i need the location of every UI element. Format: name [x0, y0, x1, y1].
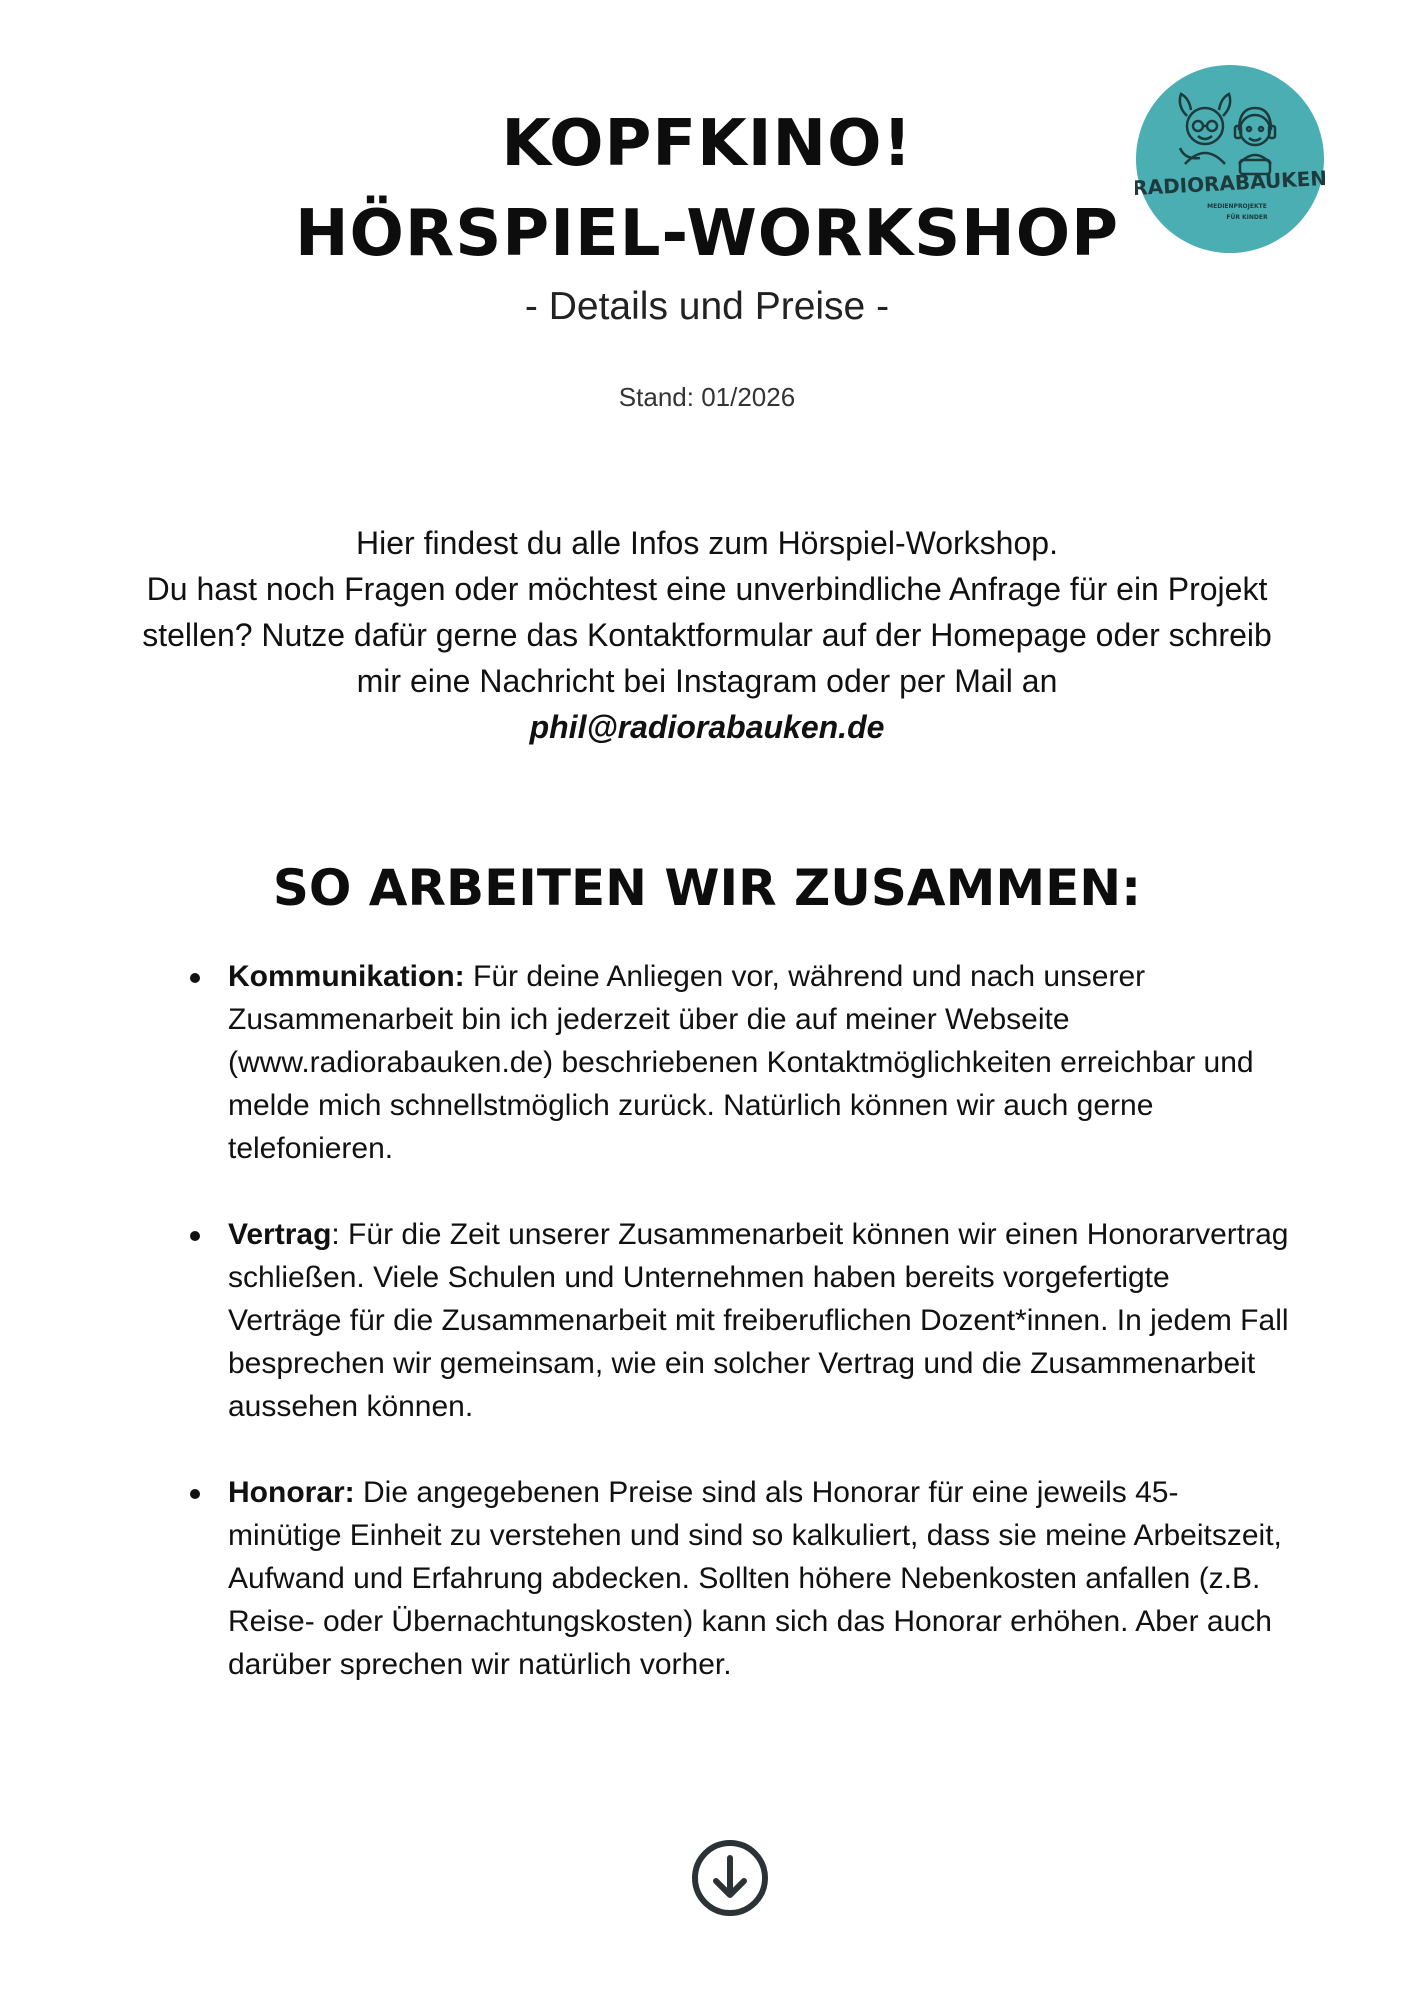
logo-tagline-line-2: FÜR KINDER: [1226, 214, 1268, 221]
bullet-icon: [190, 1231, 200, 1241]
list-item-label: Vertrag: [228, 1218, 332, 1251]
list-item-honorar: [190, 1471, 1290, 1686]
intro-text: [120, 520, 1294, 750]
collaboration-list: [190, 955, 1290, 1729]
section-heading: SO ARBEITEN WIR ZUSAMMEN:: [272, 859, 1142, 917]
list-item-kommunikation: [190, 955, 1290, 1170]
radiorabauken-logo: [1135, 64, 1325, 254]
list-item-label: Honorar:: [228, 1476, 355, 1509]
list-item-text: Die angegebenen Preise sind als Honorar für eine jeweils 45-minütige Einheit zu verstehen und sind so kalkuliert, dass sie meine Arbeitszeit, Aufwand und Erfahrung abdecken. Sollten höhere Nebenkosten anfallen (z.B. Reise- oder Übernachtungskosten) kann sich das Honorar erhöhen. Aber auch darüber sprechen wir natürlich vorher.: [228, 1476, 1282, 1681]
logo-brand-text: RADIORABAUKEN: [1135, 165, 1325, 201]
page-subtitle: - Details und Preise -: [524, 285, 890, 328]
arrow-down-circle-icon[interactable]: [690, 1838, 770, 1918]
list-item-text: Für deine Anliegen vor, während und nach unserer Zusammenarbeit bin ich jederzeit über die auf meiner Webseite (www.radiorabauken.de) beschriebenen Kontaktmöglichkeiten erreichbar und melde mich schnellstmöglich zurück. Natürlich können wir auch gerne telefonieren.: [228, 960, 1254, 1165]
bullet-icon: [190, 973, 200, 983]
page-title-line-1: KOPFKINO!: [501, 107, 913, 181]
contact-email-link[interactable]: phil@radiorabauken.de: [529, 709, 885, 745]
intro-line-2: Du hast noch Fragen oder möchtest eine unverbindliche Anfrage für ein Projekt stellen? Nutze dafür gerne das Kontaktformular auf der Homepage oder schreib mir eine Nachricht bei Instagram oder per Mail an: [142, 571, 1272, 699]
intro-line-1: Hier findest du alle Infos zum Hörspiel-Workshop.: [356, 525, 1058, 561]
bullet-icon: [190, 1489, 200, 1499]
list-item-text: : Für die Zeit unserer Zusammenarbeit können wir einen Honorarvertrag schließen. Viele Schulen und Unternehmen haben bereits vorgefertigte Verträge für die Zusammenarbeit mit freiberuflichen Dozent*innen. In jedem Fall besprechen wir gemeinsam, wie ein solcher Vertrag und die Zusammenarbeit aussehen können.: [228, 1218, 1289, 1423]
list-item-vertrag: [190, 1213, 1290, 1428]
list-item-label: Kommunikation:: [228, 960, 465, 993]
page-title-line-2: HÖRSPIEL-WORKSHOP: [294, 197, 1120, 271]
logo-tagline-line-1: MEDIENPROJEKTE: [1207, 203, 1267, 210]
version-date: Stand: 01/2026: [618, 382, 796, 412]
